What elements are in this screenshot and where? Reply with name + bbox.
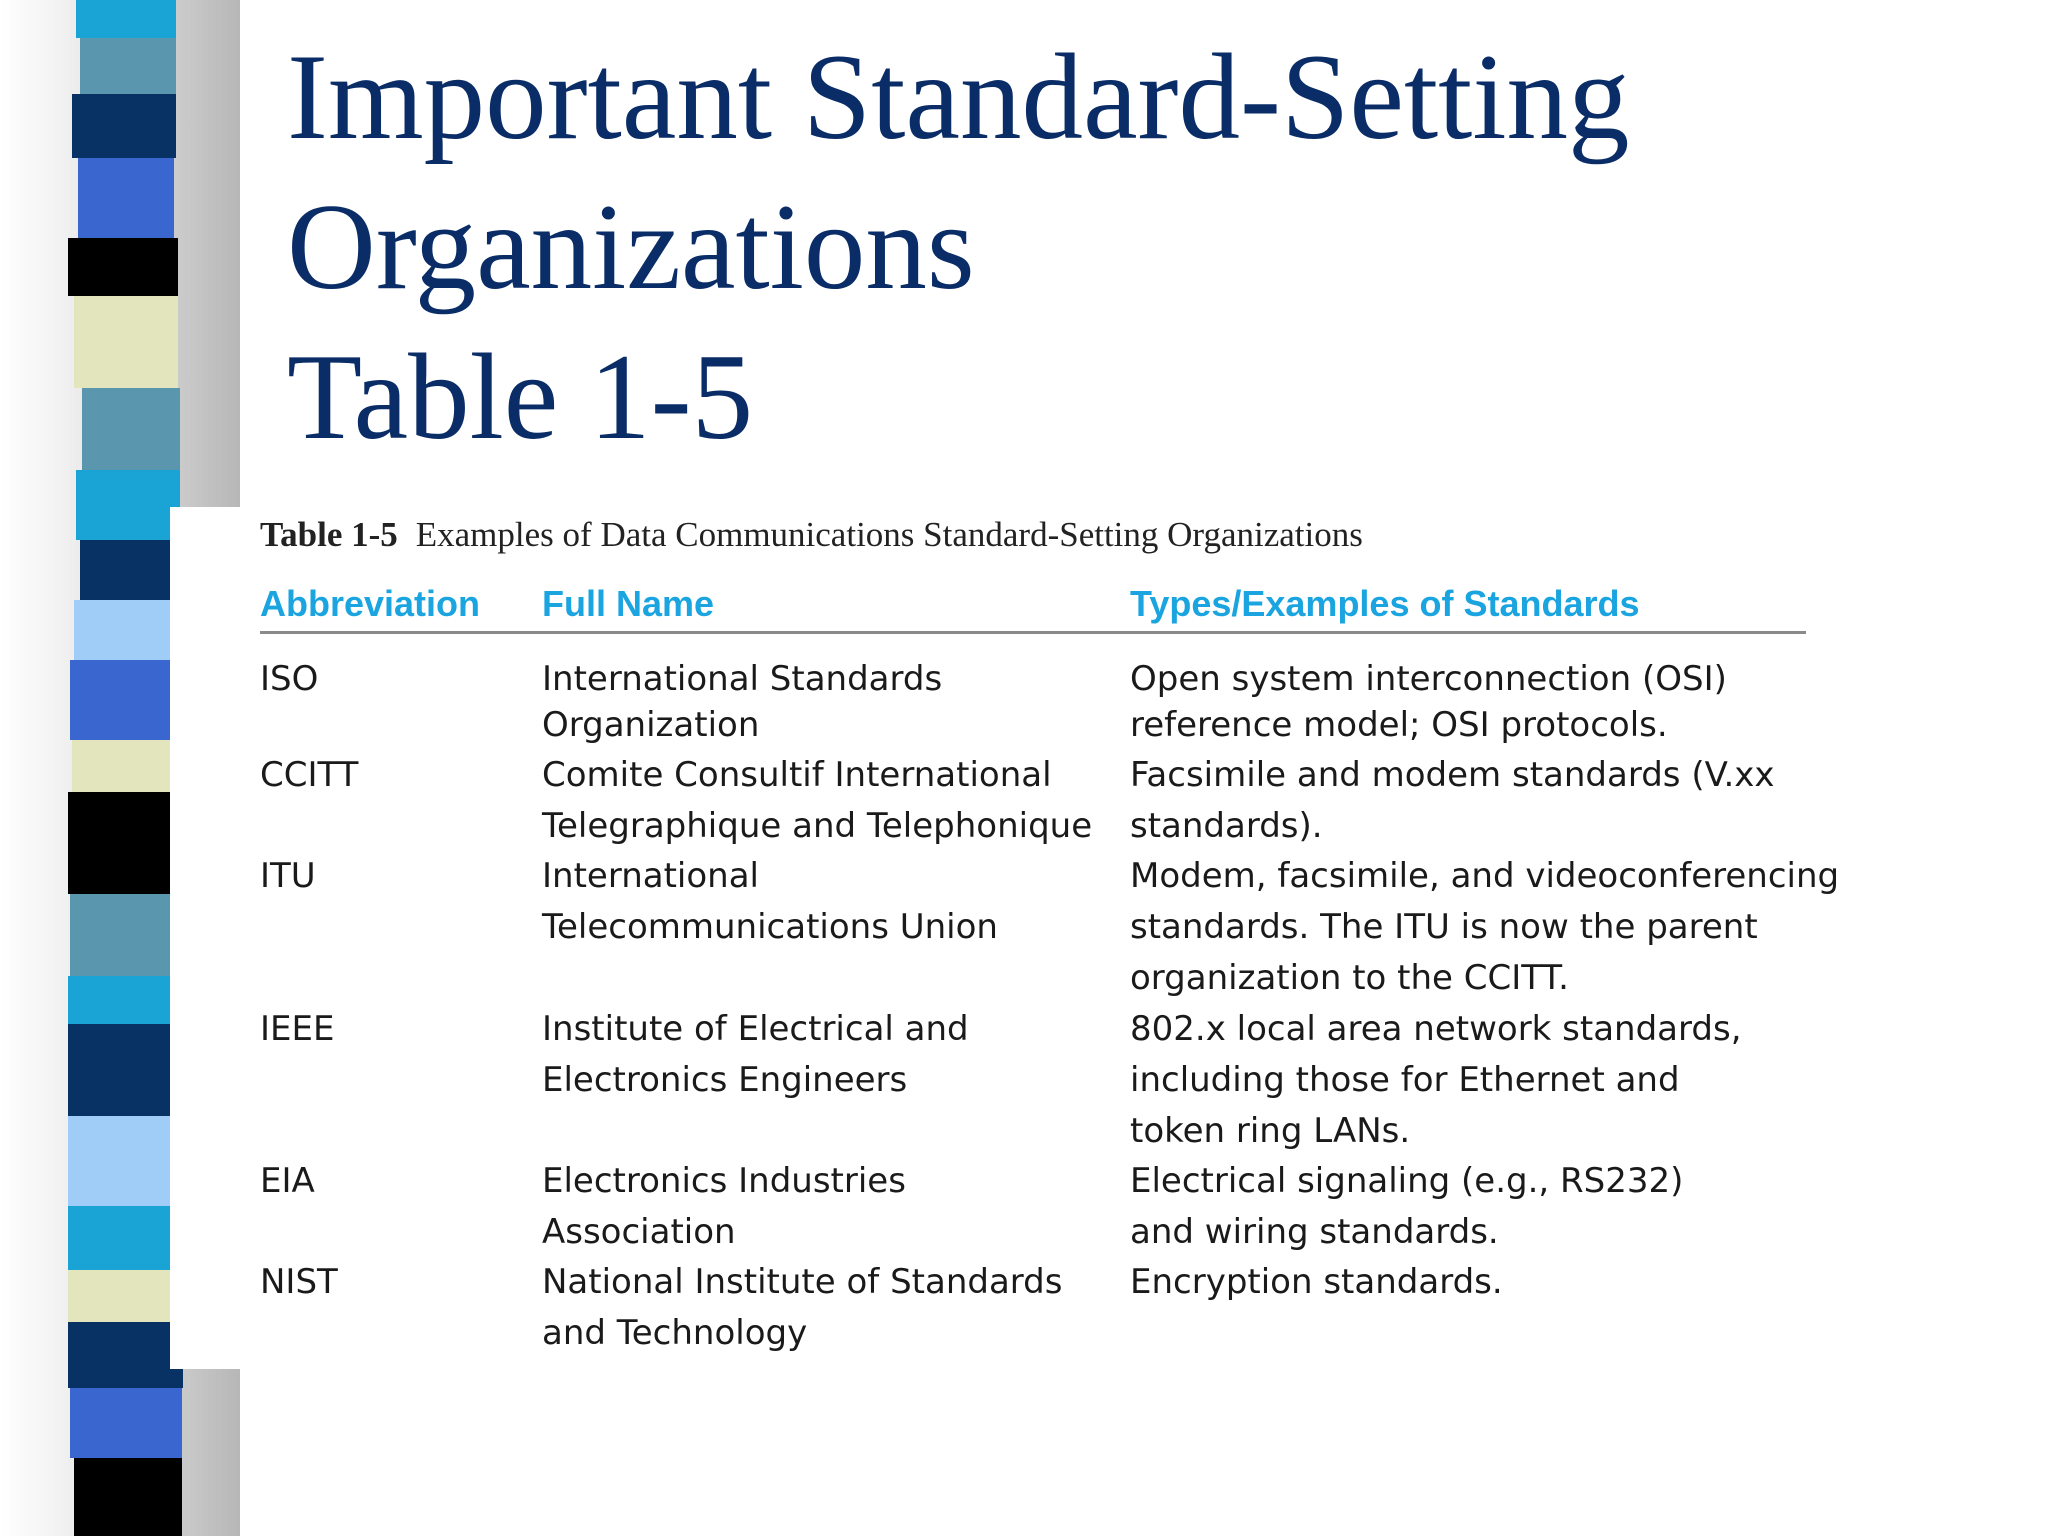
cell-abbr-nist: NIST (260, 1262, 338, 1302)
cell-types-ieee-line-2: including those for Ethernet and (1130, 1060, 1680, 1100)
table-caption (260, 515, 1363, 555)
cell-name-ieee-line-1: Institute of Electrical and (542, 1009, 969, 1049)
cell-abbr-iso: ISO (260, 659, 319, 699)
stripe-band (70, 660, 176, 740)
stripe-band (68, 792, 178, 894)
cell-name-nist-line-1: National Institute of Standards (542, 1262, 1063, 1302)
cell-name-nist-line-2: and Technology (542, 1313, 808, 1353)
cell-name-ccitt-line-2: Telegraphique and Telephonique (542, 806, 1093, 846)
cell-types-ieee-line-1: 802.x local area network standards, (1130, 1009, 1742, 1049)
stripe-band (68, 1116, 183, 1206)
cell-types-itu-line-1: Modem, facsimile, and videoconferencing (1130, 856, 1840, 896)
slide-title (287, 22, 1987, 472)
slide-title-line-3: Table 1-5 (287, 328, 754, 465)
cell-types-ccitt-line-1: Facsimile and modem standards (V.xx (1130, 755, 1775, 795)
stripe-band (68, 238, 178, 296)
stripe-band (76, 0, 176, 38)
cell-types-iso-line-1: Open system interconnection (OSI) (1130, 659, 1727, 699)
stripe-band (70, 1388, 182, 1458)
stripe-band (70, 894, 180, 976)
cell-types-ieee-line-3: token ring LANs. (1130, 1111, 1411, 1151)
column-header-types: Types/Examples of Standards (1130, 583, 1640, 624)
decorative-stripe-bar (68, 0, 183, 1536)
cell-name-iso-line-2: Organization (542, 705, 760, 745)
cell-name-eia-line-2: Association (542, 1212, 736, 1252)
stripe-band (80, 38, 176, 94)
stripe-band (76, 470, 180, 540)
cell-types-itu-line-2: standards. The ITU is now the parent (1130, 907, 1758, 947)
cell-types-iso-line-2: reference model; OSI protocols. (1130, 705, 1668, 745)
stripe-band (74, 296, 178, 388)
column-header-abbreviation: Abbreviation (260, 583, 481, 624)
stripe-band (72, 740, 178, 792)
stripe-band (68, 1322, 183, 1388)
cell-types-itu-line-3: organization to the CCITT. (1130, 958, 1569, 998)
slide-title-line-2: Organizations (287, 178, 975, 315)
cell-types-eia-line-1: Electrical signaling (e.g., RS232) (1130, 1161, 1684, 1201)
cell-abbr-ieee: IEEE (260, 1009, 335, 1049)
cell-types-nist-line-1: Encryption standards. (1130, 1262, 1503, 1302)
header-rule (260, 631, 1806, 634)
cell-name-eia-line-1: Electronics Industries (542, 1161, 906, 1201)
cell-abbr-eia: EIA (260, 1161, 315, 1201)
slide-title-line-1: Important Standard-Setting (287, 28, 1630, 165)
stripe-band (74, 600, 180, 660)
stripe-band (68, 1024, 183, 1116)
stripe-band (80, 540, 178, 600)
cell-types-ccitt-line-2: standards). (1130, 806, 1323, 846)
cell-name-itu-line-1: International (542, 856, 759, 896)
cell-types-eia-line-2: and wiring standards. (1130, 1212, 1499, 1252)
stripe-band (74, 1458, 182, 1536)
stripe-band (68, 1206, 183, 1270)
cell-name-itu-line-2: Telecommunications Union (542, 907, 998, 947)
cell-name-ieee-line-2: Electronics Engineers (542, 1060, 908, 1100)
stripe-band (78, 158, 174, 238)
cell-abbr-ccitt: CCITT (260, 755, 359, 795)
table-caption-text: Examples of Data Communications Standard-Setting Organizations (415, 515, 1363, 554)
table-caption-number: Table 1-5 (260, 515, 398, 554)
cell-name-iso-line-1: International Standards (542, 659, 943, 699)
cell-name-ccitt-line-1: Comite Consultif International (542, 755, 1052, 795)
stripe-band (82, 388, 180, 470)
stripe-band (68, 1270, 183, 1322)
table-figure (170, 507, 1840, 1369)
cell-abbr-itu: ITU (260, 856, 316, 896)
stripe-band (68, 976, 183, 1024)
column-header-full-name: Full Name (542, 583, 715, 624)
stripe-band (72, 94, 176, 158)
